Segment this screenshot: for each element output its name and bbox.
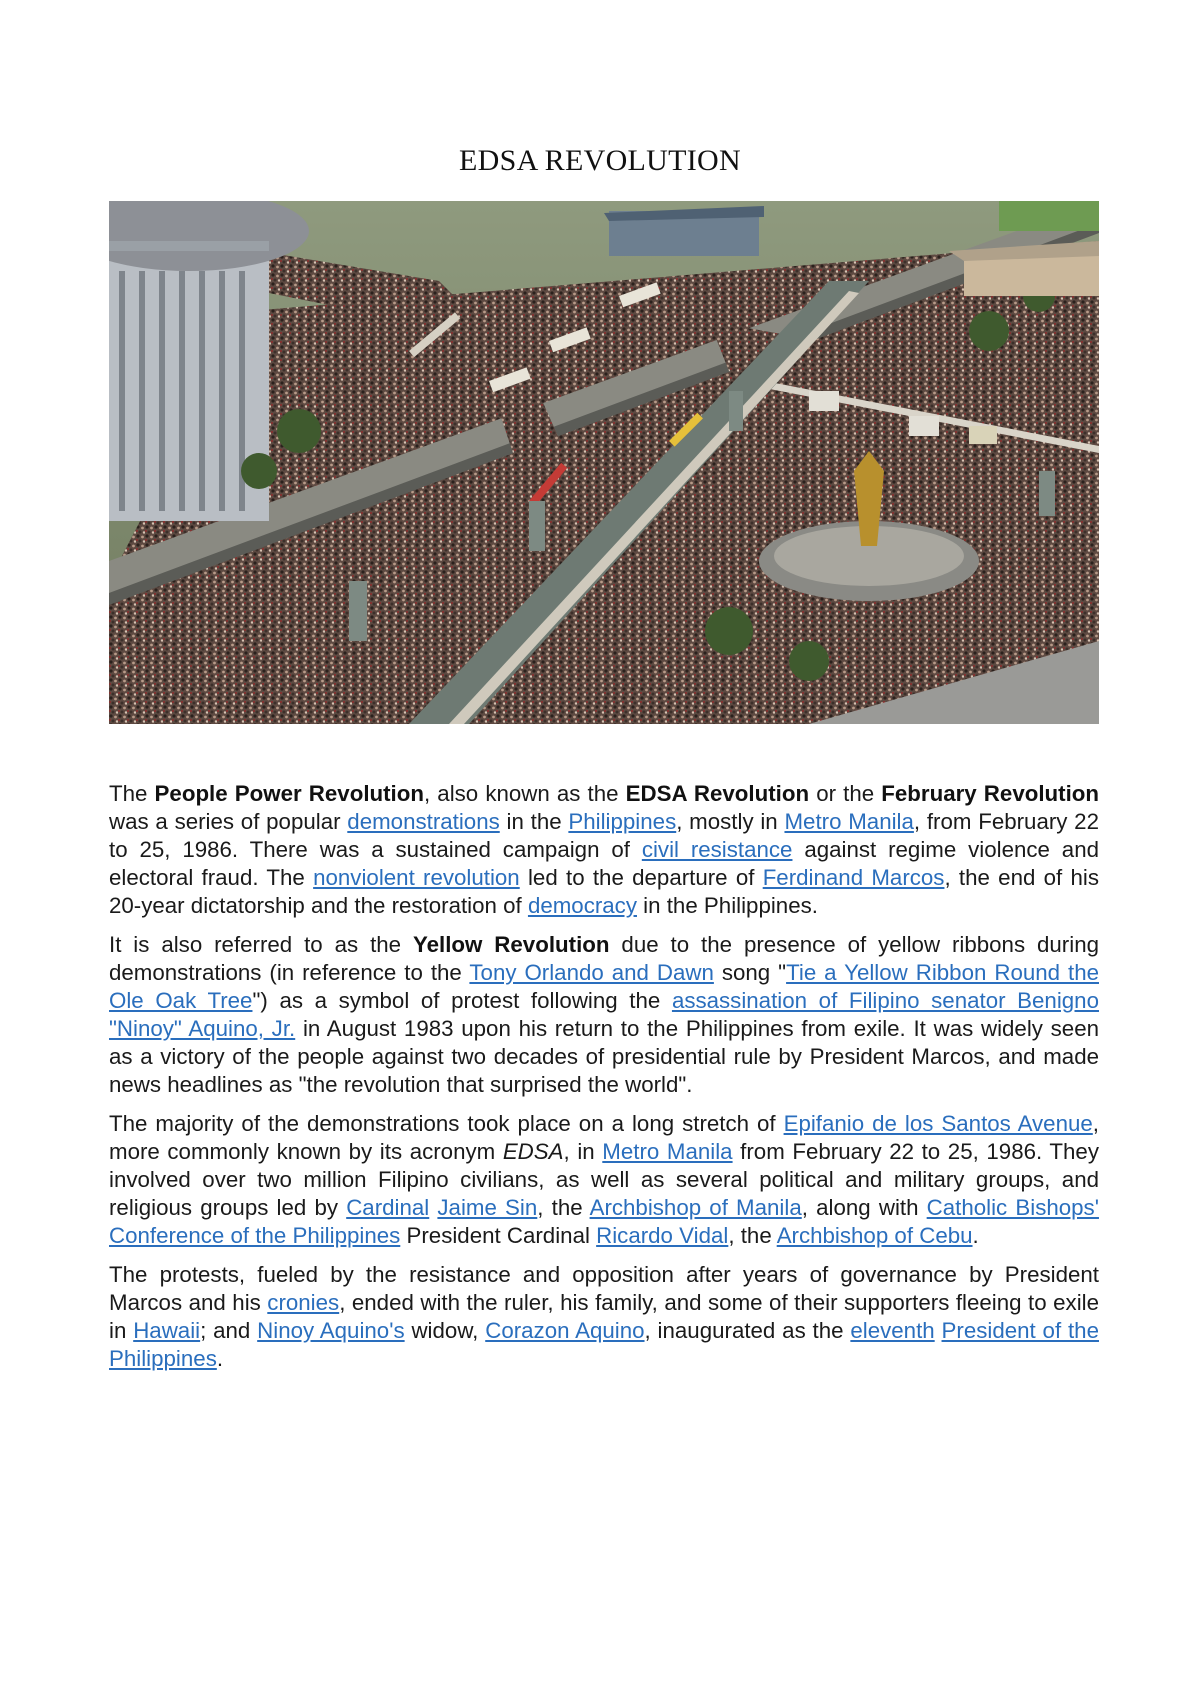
inline-link[interactable]: Jaime Sin (437, 1195, 538, 1220)
paragraph-2 (109, 931, 1099, 1099)
text-run: , the (537, 1195, 590, 1220)
text-run: The majority of the demonstrations took place on a long stretch of (109, 1111, 784, 1136)
text-run: The (109, 781, 155, 806)
edsa-crowd-photo (109, 201, 1099, 724)
text-run: in the Philippines. (636, 893, 818, 918)
page-title: EDSA REVOLUTION (459, 144, 741, 177)
paragraph-4 (109, 1261, 1099, 1373)
inline-link[interactable]: Philippines (568, 809, 677, 834)
inline-link[interactable]: civil resistance (641, 837, 793, 862)
inline-link[interactable]: Ferdinand Marcos (762, 865, 945, 890)
inline-link[interactable]: assassination of Filipino senator Benigno "Ninoy" Aquino, Jr. (109, 988, 1099, 1041)
text-run: against regime violence and electoral fraud. The (109, 837, 1099, 890)
inline-link[interactable]: Corazon Aquino (485, 1318, 645, 1343)
text-run: or the (809, 781, 882, 806)
inline-link[interactable]: eleventh (850, 1318, 935, 1343)
text-run: , mostly in (676, 809, 785, 834)
inline-link[interactable]: Tie a Yellow Ribbon Round the Ole Oak Tree (109, 960, 1099, 1013)
paragraph-1 (109, 780, 1099, 920)
text-run: President Cardinal (400, 1223, 597, 1248)
text-run: due to the presence of yellow ribbons during demonstrations (in reference to the (109, 932, 1099, 985)
inline-link[interactable]: Tony Orlando and Dawn (469, 960, 714, 985)
inline-link[interactable]: democracy (527, 893, 637, 918)
inline-link[interactable]: Cardinal (346, 1195, 430, 1220)
text-run: widow, (404, 1318, 486, 1343)
article-body (109, 780, 1099, 1384)
text-run: , the (728, 1223, 777, 1248)
text-run: in August 1983 upon his return to the Philippines from exile. It was widely seen as a victory of the people against two decades of presidential rule by President Marcos, and made news headlines as "the revolution that surprised the world". (109, 1016, 1099, 1097)
paragraph-3 (109, 1110, 1099, 1250)
text-run: , in (563, 1139, 603, 1164)
inline-link[interactable]: Archbishop of Cebu (776, 1223, 973, 1248)
text-run: ; and (200, 1318, 258, 1343)
text-run: , ended with the ruler, his family, and some of their supporters fleeing to exile in (109, 1290, 1099, 1343)
bold-term: Yellow Revolution (413, 932, 610, 957)
inline-link[interactable]: Hawaii (133, 1318, 201, 1343)
text-run: led to the departure of (519, 865, 763, 890)
text-run: , the end of his 20-year dictatorship and the restoration of (109, 865, 1099, 918)
text-run: from February 22 to 25, 1986. They involved over two million Filipino civilians, as well as several political and military groups, and religious groups led by (109, 1139, 1099, 1220)
text-run (935, 1318, 942, 1343)
text-run: , from February 22 to 25, 1986. There was a sustained campaign of (109, 809, 1099, 862)
text-run: , inaugurated as the (644, 1318, 851, 1343)
inline-link[interactable]: Epifanio de los Santos Avenue (783, 1111, 1093, 1136)
inline-link[interactable]: Catholic Bishops' Conference of the Philippines (109, 1195, 1099, 1248)
inline-link[interactable]: Ricardo Vidal (596, 1223, 729, 1248)
inline-link[interactable]: cronies (267, 1290, 340, 1315)
inline-link[interactable]: Ninoy Aquino's (257, 1318, 405, 1343)
inline-link[interactable]: Metro Manila (602, 1139, 733, 1164)
bold-term: February Revolution (881, 781, 1100, 806)
inline-link[interactable]: nonviolent revolution (313, 865, 520, 890)
italic-term: EDSA (502, 1139, 564, 1164)
text-run: . (216, 1346, 224, 1371)
text-run: , also known as the (424, 781, 626, 806)
bold-term: People Power Revolution (154, 781, 424, 806)
bold-term: EDSA Revolution (625, 781, 810, 806)
text-run: , more commonly known by its acronym (109, 1111, 1099, 1164)
text-run: song " (713, 960, 787, 985)
text-run: was a series of popular (109, 809, 348, 834)
inline-link[interactable]: Metro Manila (784, 809, 914, 834)
inline-link[interactable]: President of the Philippines (109, 1318, 1099, 1371)
text-run: It is also referred to as the (109, 932, 413, 957)
text-run: . (972, 1223, 979, 1248)
inline-link[interactable]: Archbishop of Manila (589, 1195, 802, 1220)
text-run: The protests, fueled by the resistance and opposition after years of governance by President Marcos and his (109, 1262, 1099, 1315)
text-run: ") as a symbol of protest following the (252, 988, 672, 1013)
text-run: in the (499, 809, 569, 834)
text-run: , along with (801, 1195, 927, 1220)
inline-link[interactable]: demonstrations (347, 809, 500, 834)
